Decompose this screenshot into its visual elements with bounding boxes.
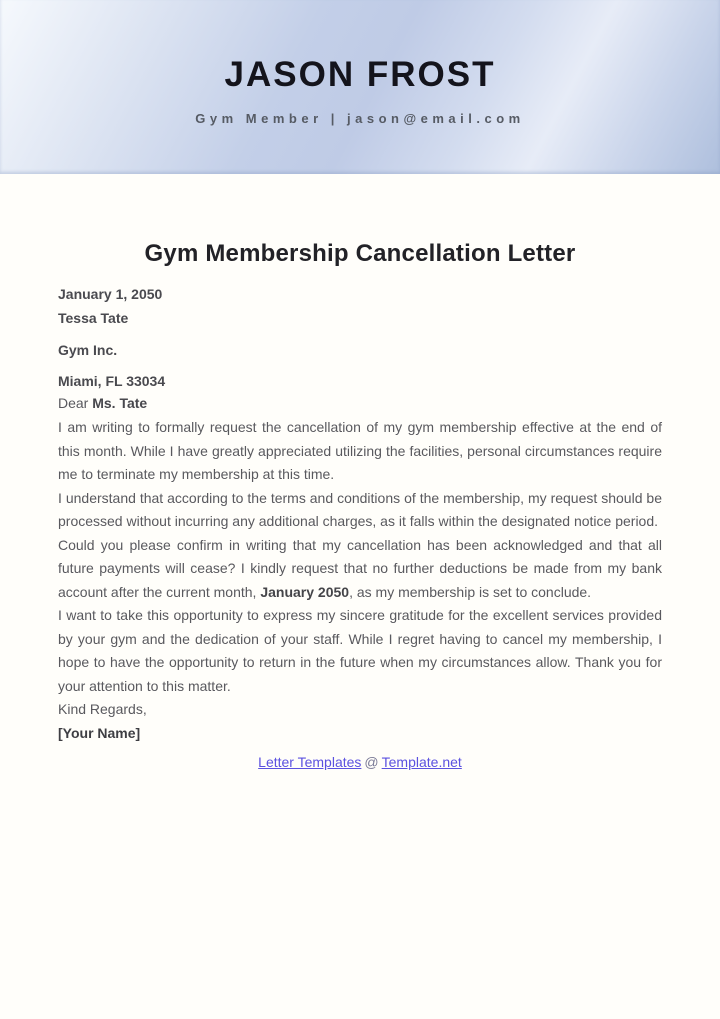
recipient-address: Miami, FL 33034 — [58, 373, 166, 389]
closing-line: Kind Regards, — [58, 701, 147, 717]
recipient-company: Gym Inc. — [58, 342, 118, 358]
sender-subtitle: Gym Member | jason@email.com — [195, 110, 525, 126]
letterhead — [0, 0, 720, 174]
letter-paragraphs — [58, 416, 662, 698]
template-net-link[interactable]: Template.net — [381, 754, 462, 770]
letter-meta — [58, 287, 662, 388]
letter-body — [0, 240, 720, 770]
footer-attribution — [58, 754, 662, 770]
greeting-line — [58, 396, 662, 410]
page-title: Gym Membership Cancellation Letter — [144, 240, 576, 267]
paragraph-2: I understand that according to the terms and conditions of the membership, my request should be processed without incurring any additional charges, as it falls within the designated notice period. — [58, 489, 662, 529]
paragraph-3-bold-date: January 2050 — [260, 583, 350, 600]
greeting-prefix: Dear — [58, 395, 93, 411]
footer-separator: @ — [364, 754, 379, 770]
paragraph-3-text: Could you please confirm in writing that my cancellation has been acknowledged and that all future payments will cease? I kindly request that no further deductions be made from my bank account after the current month, — [58, 536, 662, 600]
recipient-name: Tessa Tate — [58, 310, 129, 326]
paragraph-4: I want to take this opportunity to express my sincere gratitude for the excellent services provided by your gym and the dedication of your staff. While I regret having to cancel my membership, I hope to have the opportunity to return in the future when my circumstances allow. Thank you for your attention to this matter. — [58, 607, 662, 694]
signature-placeholder: [Your Name] — [58, 724, 141, 741]
letter-date: January 1, 2050 — [58, 286, 163, 302]
paragraph-3-tail: , as my membership is set to conclude. — [349, 583, 592, 600]
paragraph-3 — [58, 534, 662, 605]
paragraph-1: I am writing to formally request the cancellation of my gym membership effective at the end of this month. While I have greatly appreciated utilizing the facilities, personal circumstances require me to terminate my membership at this time. — [58, 419, 662, 482]
greeting-name: Ms. Tate — [92, 395, 148, 411]
letter-templates-link[interactable]: Letter Templates — [258, 754, 362, 770]
sender-name: JASON FROST — [224, 54, 496, 94]
